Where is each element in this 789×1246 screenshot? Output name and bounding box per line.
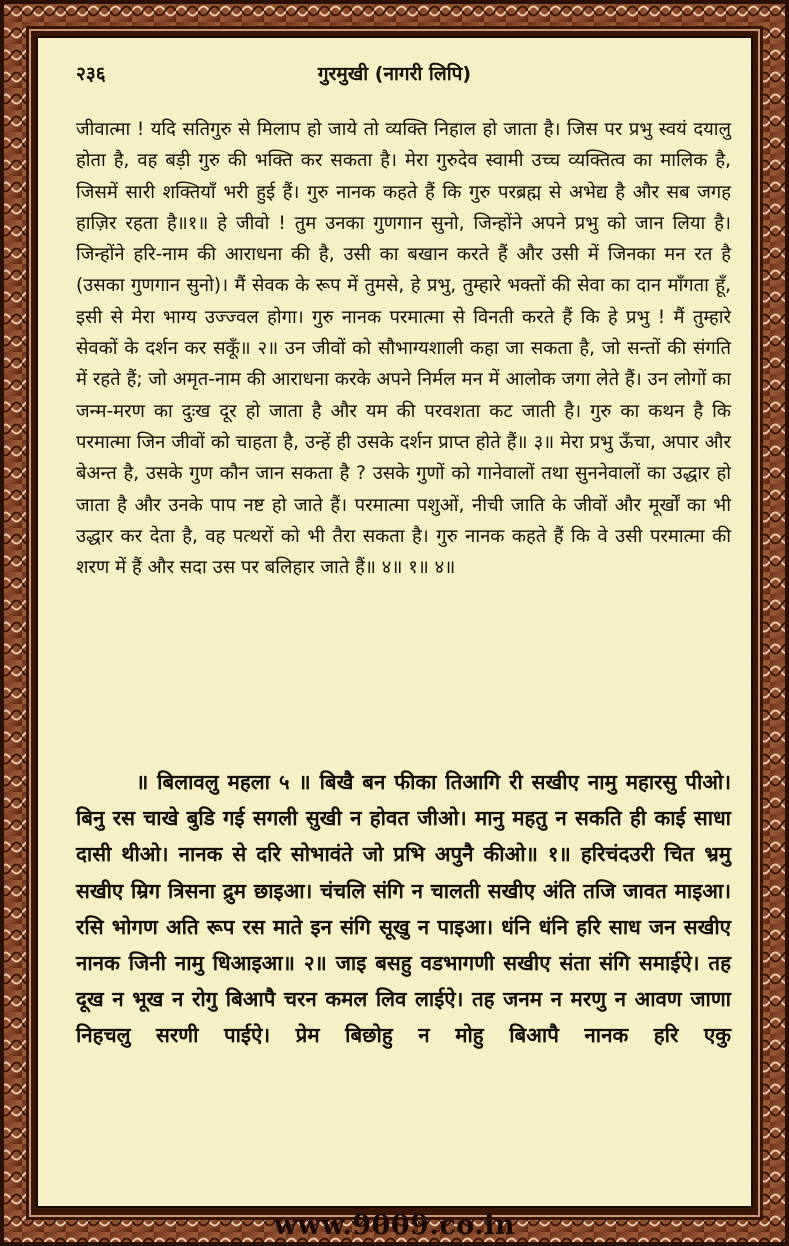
- running-title: गुरमुखी (नागरी लिपि): [317, 63, 472, 85]
- footer-website-url: www.9009.co.in: [273, 1210, 516, 1241]
- translation-paragraph: जीवात्मा ! यदि सतिगुरु से मिलाप हो जाये तो व्यक्ति निहाल हो जाता है। जिस पर प्रभु स्वयं दयालु होता है, वह बड़ी गुरु की भक्ति कर सकता है। मेरा गुरुदेव स्वामी उच्च व्यक्तित्व का मालिक है, जिसमें सारी शक्तियाँ भरी हुई हैं। गुरु नानक कहते हैं कि गुरु परब्रह्म से अभेद्य है और सब जगह हाज़िर रहता है॥१॥ हे जीवो ! तुम उनका गुणगान सुनो, जिन्होंने अपने प्रभु को जान लिया है। जिन्होंने हरि-नाम की आराधना की है, उसी का बखान करते हैं और उसी में जिनका मन रत है (उसका गुणगान सुनो)। मैं सेवक के रूप में तुमसे, हे प्रभु, तुम्हारे भक्तों की सेवा का दान माँगता हूँ, इसी से मेरा भाग्य उज्ज्वल होगा। गुरु नानक परमात्मा से विनती करते हैं कि हे प्रभु ! मैं तुम्हारे सेवकों के दर्शन कर सकूँ॥ २॥ उन जीवों को सौभाग्यशाली कहा जा सकता है, जो सन्तों की संगति में रहते हैं; जो अमृत-नाम की आराधना करके अपने निर्मल मन में आलोक जगा लेते हैं। उन लोगों का जन्म-मरण का दुःख दूर हो जाता है और यम की परवशता कट जाती है। गुरु का कथन है कि परमात्मा जिन जीवों को चाहता है, उन्हें ही उसके दर्शन प्राप्त होते हैं॥ ३॥ मेरा प्रभु ऊँचा, अपार और बेअन्त है, उसके गुण कौन जान सकता है ? उसके गुणों को गानेवालों तथा सुननेवालों का उद्धार हो जाता है और उनके पाप नष्ट हो जाते हैं। परमात्मा पशुओं, नीची जाति के जीवों और मूर्खों का भी उद्धार कर देता है, वह पत्थरों को भी तैरा सकता है। गुरु नानक कहते हैं कि वे उसी परमात्मा की शरण में हैं और सदा उस पर बलिहार जाते हैं॥ ४॥ १॥ ४॥: [76, 119, 731, 579]
- page-number: २३६: [76, 63, 106, 85]
- page-header: [38, 60, 751, 90]
- gurbani-verse: ॥ बिलावलु महला ५ ॥ बिखै बन फीका तिआगि री सखीए नामु महारसु पीओ। बिनु रस चाखे बुडि गई सगली सुखी न होवत जीओ। मानु महतु न सकति ही काई साधा दासी थीओ। नानक से दरि सोभावंते जो प्रभि अपुनै कीओ॥ १॥ हरिचंदउरी चित भ्रमु सखीए म्रिग त्रिसना द्रुम छाइआ। चंचलि संगि न चालती सखीए अंति तजि जावत माइआ। रसि भोगण अति रूप रस माते इन संगि सूखु न पाइआ। धंनि धंनि हरि साध जन सखीए नानक जिनी नामु धिआइआ॥ २॥ जाइ बसहु वडभागणी सखीए संता संगि समाईऐ। तह दूख न भूख न रोगु बिआपै चरन कमल लिव लाईऐ। तह जनम न मरणु न आवण जाणा निहचलु सरणी पाईऐ। प्रेम बिछोहु न मोहु बिआपै नानक हरि एकु: [76, 770, 731, 1048]
- book-page: [36, 36, 753, 1208]
